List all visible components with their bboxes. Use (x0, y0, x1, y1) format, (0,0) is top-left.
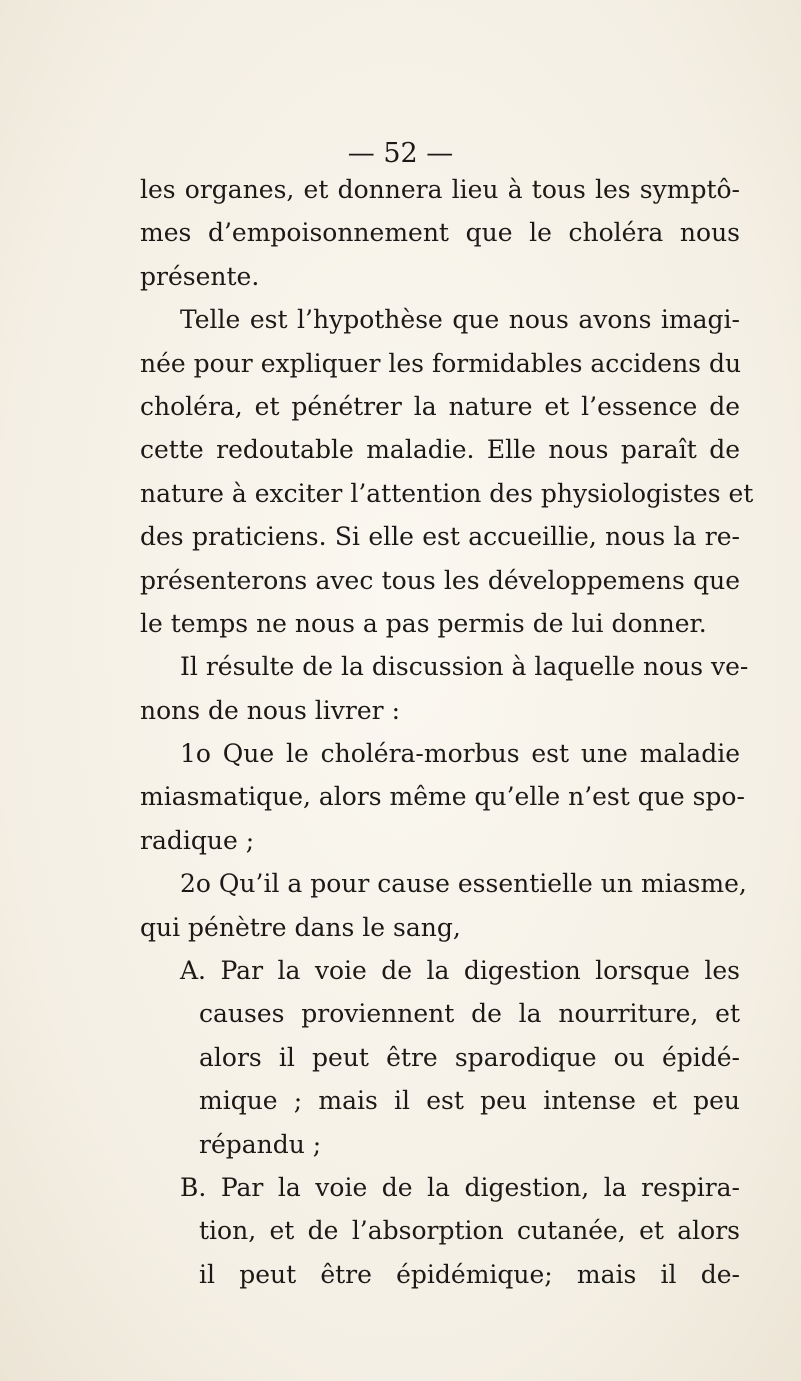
text-line: Il résulte de la discussion à laquelle nous ve- (180, 652, 749, 682)
text-line: présente. (140, 261, 260, 291)
text-line: mique ; mais il est peu intense et peu (199, 1086, 740, 1116)
body-text (140, 168, 754, 1296)
text-line: le temps ne nous a pas permis de lui donner. (140, 608, 707, 638)
text-line: alors il peut être sparodique ou épidé- (199, 1042, 740, 1072)
text-line: radique ; (140, 825, 255, 855)
text-line: les organes, et donnera lieu à tous les symptô- (140, 175, 740, 204)
text-line: il peut être épidémique; mais il de- (199, 1259, 740, 1289)
text-line: choléra, et pénétrer la nature et l’essence de (140, 391, 740, 421)
text-line: née pour expliquer les formidables accidens du (140, 348, 742, 378)
text-line: causes proviennent de la nourriture, et (199, 999, 740, 1029)
text-line: mes d’empoisonnement que le choléra nous (140, 218, 740, 248)
text-line: Telle est l’hypothèse que nous avons imagi- (180, 305, 740, 335)
text-line: nons de nous livrer : (140, 695, 400, 725)
text-line: tion, et de l’absorption cutanée, et alors (199, 1216, 740, 1246)
text-line: cette redoutable maladie. Elle nous paraît de (140, 435, 740, 465)
text-line: qui pénètre dans le sang, (140, 912, 461, 942)
text-line: miasmatique, alors même qu’elle n’est que spo- (140, 782, 745, 812)
text-line: des praticiens. Si elle est accueillie, nous la re- (140, 522, 740, 552)
text-line: 1o Que le choléra-morbus est une maladie (180, 739, 740, 769)
text-line: nature à exciter l’attention des physiologistes et (140, 478, 754, 508)
page-number: — 52 — (347, 138, 454, 169)
text-line: présenterons avec tous les développemens que (140, 565, 740, 595)
text-line: 2o Qu’il a pour cause essentielle un miasme, (180, 869, 747, 899)
text-line: A. Par la voie de la digestion lorsque les (180, 956, 740, 986)
text-line: B. Par la voie de la digestion, la respira- (180, 1172, 740, 1202)
text-line: répandu ; (199, 1129, 322, 1159)
